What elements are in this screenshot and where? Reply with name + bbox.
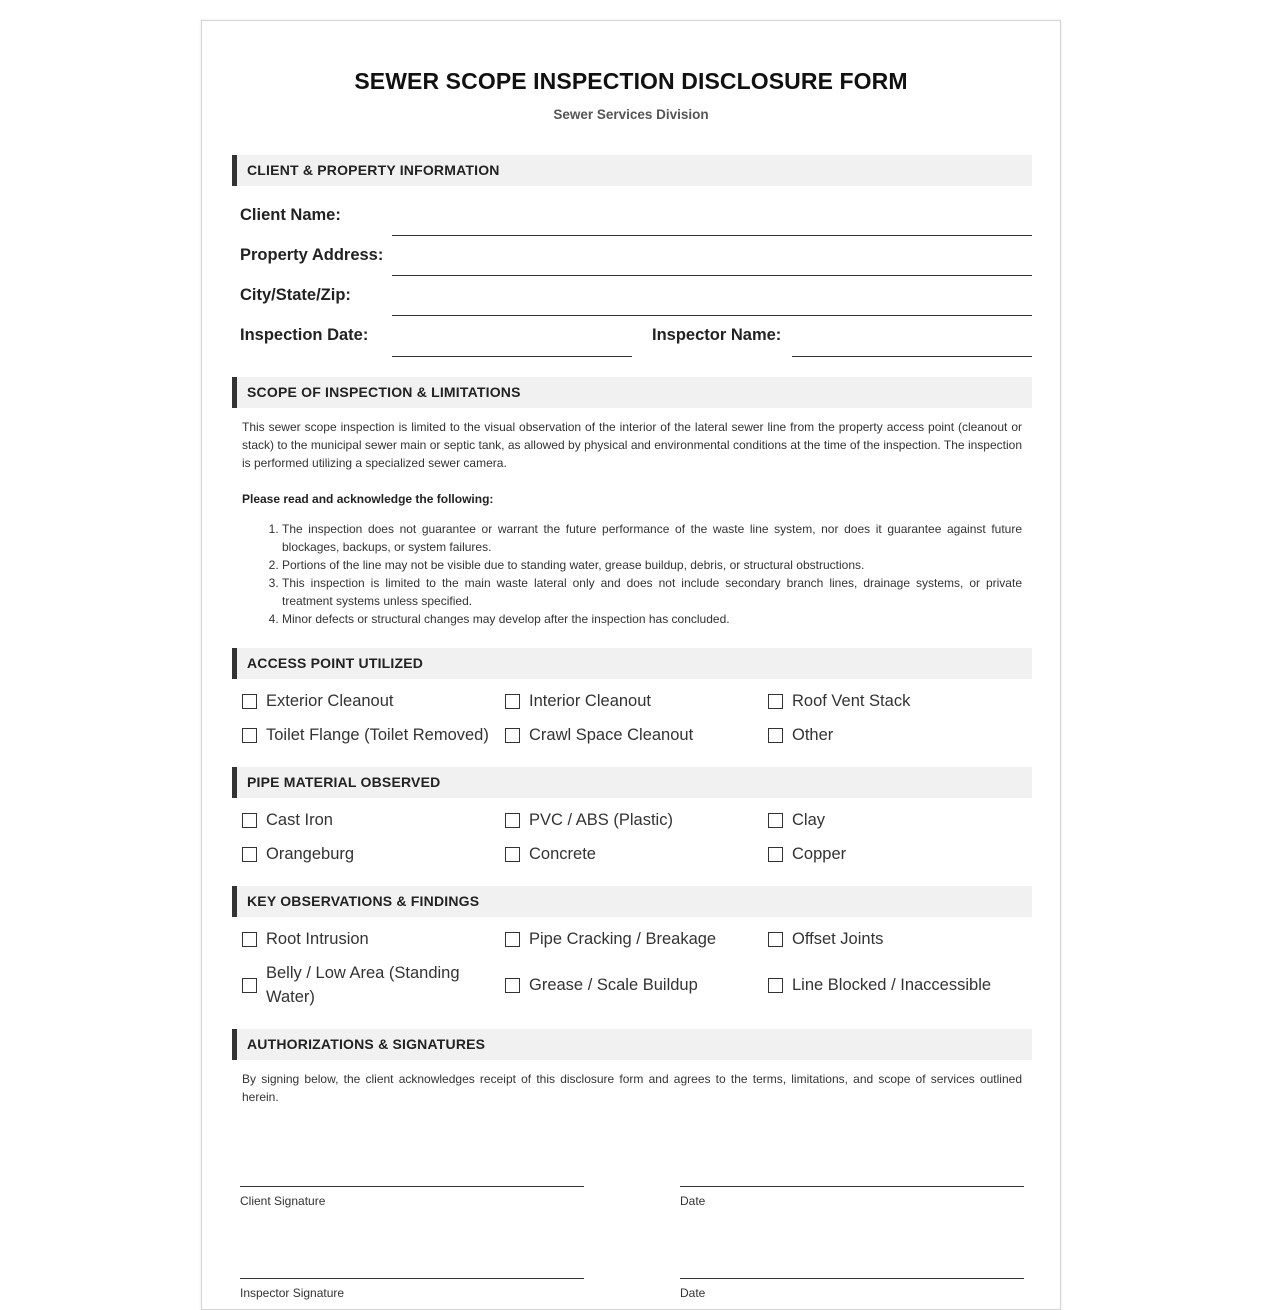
checkbox-box[interactable] [505, 978, 520, 993]
checkbox-label: Concrete [529, 845, 596, 863]
checkbox-label: Clay [792, 811, 826, 829]
checkbox-box[interactable] [768, 728, 783, 743]
client-name-field[interactable] [392, 235, 1032, 236]
inspector-date-line[interactable] [680, 1278, 1024, 1279]
checkbox-label: Offset Joints [792, 930, 884, 948]
checkbox-clay[interactable] [768, 808, 825, 832]
checkbox-grease-scale-buildup[interactable] [505, 973, 698, 997]
checkbox-box[interactable] [242, 847, 257, 862]
checkbox-orangeburg[interactable] [242, 842, 354, 866]
list-item: 3. This inspection is limited to the main waste lateral only and does not include secondary branch lines, drainage systems, or private treatment systems unless specified. [282, 574, 1022, 610]
section-header-scope-limitations: SCOPE OF INSPECTION & LIMITATIONS [232, 377, 1032, 408]
section-header-access-point: ACCESS POINT UTILIZED [232, 648, 1032, 679]
inspector-date-label: Date [680, 1286, 706, 1300]
checkbox-box[interactable] [768, 847, 783, 862]
checkbox-box[interactable] [242, 694, 257, 709]
checkbox-label: Other [792, 726, 834, 744]
checkbox-toilet-flange[interactable] [242, 723, 489, 747]
inspector-signature-label: Inspector Signature [240, 1286, 345, 1300]
limitations-list [242, 520, 1022, 628]
city-state-zip-field[interactable] [392, 315, 1032, 316]
checkbox-crawl-space-cleanout[interactable] [505, 723, 693, 747]
checkbox-root-intrusion[interactable] [242, 927, 369, 951]
inspector-name-field[interactable] [792, 356, 1032, 357]
checkbox-interior-cleanout[interactable] [505, 689, 651, 713]
checkbox-pvc-abs[interactable] [505, 808, 673, 832]
section-header-key-observations: KEY OBSERVATIONS & FINDINGS [232, 886, 1032, 917]
checkbox-label: PVC / ABS (Plastic) [529, 811, 673, 829]
checkbox-box[interactable] [505, 932, 520, 947]
checkbox-label: Line Blocked / Inaccessible [792, 976, 992, 994]
checkbox-label: Toilet Flange (Toilet Removed) [266, 726, 489, 744]
client-signature-label: Client Signature [240, 1194, 326, 1208]
checkbox-label: Roof Vent Stack [792, 692, 911, 710]
checkbox-roof-vent-stack[interactable] [768, 689, 910, 713]
city-state-zip-label: City/State/Zip: [240, 286, 351, 304]
section-header-client-property: CLIENT & PROPERTY INFORMATION [232, 155, 1032, 186]
checkbox-label: Pipe Cracking / Breakage [529, 930, 717, 948]
checkbox-other[interactable] [768, 723, 833, 747]
property-address-field[interactable] [392, 275, 1032, 276]
disclosure-form-page [201, 20, 1061, 1310]
checkbox-box[interactable] [768, 978, 783, 993]
checkbox-copper[interactable] [768, 842, 846, 866]
checkbox-offset-joints[interactable] [768, 927, 883, 951]
checkbox-box[interactable] [768, 813, 783, 828]
client-date-line[interactable] [680, 1186, 1024, 1187]
checkbox-box[interactable] [505, 728, 520, 743]
checkbox-box[interactable] [768, 694, 783, 709]
checkbox-label: Belly / Low Area (Standing Water) [266, 964, 460, 1006]
form-title: SEWER SCOPE INSPECTION DISCLOSURE FORM [354, 68, 908, 94]
checkbox-box[interactable] [242, 932, 257, 947]
checkbox-belly-low-area[interactable] [242, 961, 467, 1009]
checkbox-pipe-cracking[interactable] [505, 927, 716, 951]
checkbox-label: Interior Cleanout [529, 692, 651, 710]
checkbox-box[interactable] [242, 728, 257, 743]
inspector-signature-line[interactable] [240, 1278, 584, 1279]
checkbox-label: Root Intrusion [266, 930, 369, 948]
scope-intro-paragraph: This sewer scope inspection is limited to the visual observation of the interior of the lateral sewer line from the property access point (cleanout or stack) to the municipal sewer main or septic tank, as allowed by physical and environmental conditions at the time of the inspection. The inspection is performed utilizing a specialized sewer camera. [242, 420, 1022, 470]
inspection-date-field[interactable] [392, 356, 632, 357]
signature-statement: By signing below, the client acknowledges receipt of this disclosure form and agrees to the terms, limitations, and scope of services outlined herein. [242, 1072, 1022, 1104]
inspector-name-label: Inspector Name: [652, 326, 782, 344]
checkbox-box[interactable] [242, 813, 257, 828]
checkbox-box[interactable] [505, 847, 520, 862]
checkbox-label: Crawl Space Cleanout [529, 726, 694, 744]
property-address-label: Property Address: [240, 246, 384, 264]
client-signature-line[interactable] [240, 1186, 584, 1187]
checkbox-label: Copper [792, 845, 847, 863]
checkbox-box[interactable] [768, 932, 783, 947]
checkbox-box[interactable] [242, 978, 257, 993]
acknowledge-heading: Please read and acknowledge the following: [242, 492, 494, 506]
section-header-authorizations: AUTHORIZATIONS & SIGNATURES [232, 1029, 1032, 1060]
list-item: 4. Minor defects or structural changes may develop after the inspection has concluded. [282, 610, 1022, 628]
checkbox-label: Orangeburg [266, 845, 355, 863]
checkbox-box[interactable] [505, 694, 520, 709]
checkbox-box[interactable] [505, 813, 520, 828]
checkbox-concrete[interactable] [505, 842, 596, 866]
checkbox-label: Cast Iron [266, 811, 333, 829]
list-item: 1. The inspection does not guarantee or warrant the future performance of the waste line system, nor does it guarantee against future blockages, backups, or system failures. [282, 520, 1022, 556]
checkbox-exterior-cleanout[interactable] [242, 689, 393, 713]
client-date-label: Date [680, 1194, 706, 1208]
checkbox-line-blocked[interactable] [768, 973, 991, 997]
client-name-label: Client Name: [240, 206, 341, 224]
checkbox-label: Exterior Cleanout [266, 692, 394, 710]
inspection-date-label: Inspection Date: [240, 326, 369, 344]
checkbox-label: Grease / Scale Buildup [529, 976, 698, 994]
checkbox-cast-iron[interactable] [242, 808, 333, 832]
list-item: 2. Portions of the line may not be visible due to standing water, grease buildup, debris, or structural obstructions. [282, 556, 1022, 574]
form-subtitle: Sewer Services Division [553, 107, 709, 122]
section-header-pipe-material: PIPE MATERIAL OBSERVED [232, 767, 1032, 798]
